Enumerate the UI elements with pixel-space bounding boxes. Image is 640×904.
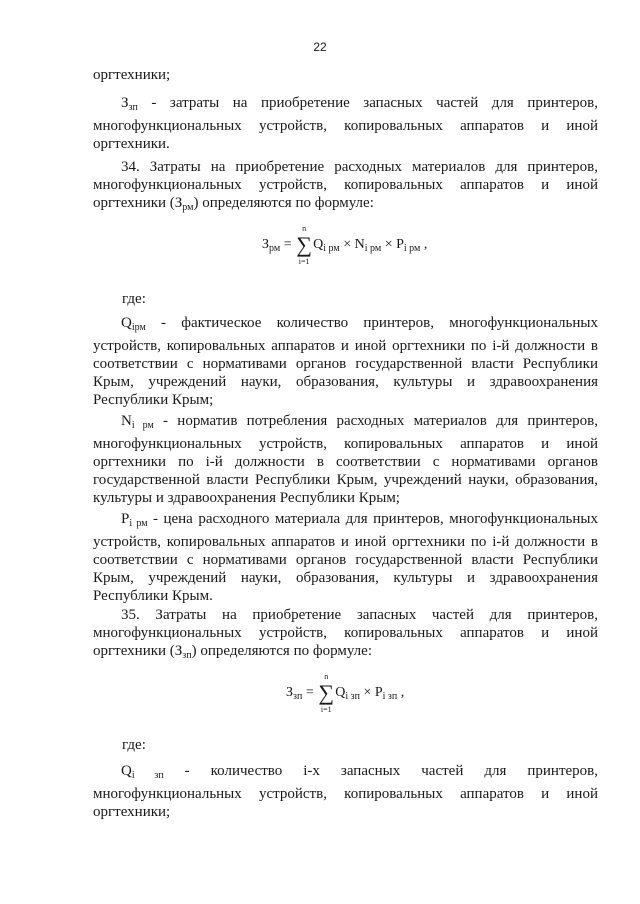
paragraph-35 [93, 606, 598, 665]
paragraph-nirm-definition [93, 412, 598, 507]
symbol: З [121, 95, 129, 111]
symbol-subscript: зп [128, 102, 138, 113]
symbol-subscript: i зп [131, 770, 164, 781]
symbol: Q [121, 763, 132, 779]
text-post: ) определяются по формуле: [193, 195, 374, 211]
formula-term: Q [335, 685, 346, 700]
paragraph-qirm-definition [93, 314, 598, 409]
symbol-subscript: зп [182, 650, 192, 661]
paragraph-qizp-definition [93, 762, 598, 821]
formula-times: × [339, 237, 355, 252]
formula-times: × [381, 237, 397, 252]
paragraph-text [93, 94, 598, 153]
formula-equals: = [302, 685, 318, 700]
formula-times: × [359, 685, 375, 700]
definition-text: - норматив потребления расходных материалов для принтеров, многофункциональных устройств, копировальных аппаратов и иной оргтехники по i-й должности в соответствии с нормативами органов государственной власти Республики Крым, учреждений науки, образования, культуры и здравоохранения Республики Крым; [93, 413, 598, 506]
paragraph-text [93, 510, 598, 605]
text-pre: 35. Затраты на приобретение запасных частей для принтеров, многофункциональных устройств, копировальных аппаратов и иной оргтехники (З [93, 607, 598, 659]
definition-text: - затраты на приобретение запасных частей для принтеров, многофункциональных устройств, копировальных аппаратов и иной оргтехники. [93, 95, 598, 152]
paragraph-zzp-definition [93, 94, 598, 153]
formula-term-subscript: i рм [403, 243, 421, 254]
symbol: P [121, 511, 130, 527]
summation-sign: ∑ n i=1 [295, 236, 313, 254]
paragraph-pirm-definition [93, 510, 598, 605]
definition-text: - фактическое количество принтеров, многофункциональных устройств, копировальных аппаратов и иной оргтехники по i-й должности в соответствии с нормативами органов государственной власти Республики Крым, учреждений науки, образования, культуры и здравоохранения Республики Крым; [93, 315, 598, 408]
text-pre: 34. Затраты на приобретение расходных материалов для принтеров, многофункциональных устройств, копировальных аппаратов и иной оргтехники (З [93, 159, 598, 211]
formula-end: , [397, 685, 405, 700]
sum-lower-limit: i=1 [298, 257, 310, 266]
symbol: Q [121, 315, 132, 331]
formula-term: N [354, 237, 365, 252]
formula-term: Q [313, 237, 324, 252]
formula-term-subscript: i рм [364, 243, 382, 254]
paragraph-34 [93, 158, 598, 217]
paragraph-text [93, 314, 598, 409]
formula-zrm [262, 224, 428, 266]
sum-upper-limit: n [324, 672, 329, 681]
paragraph-text [93, 158, 598, 217]
formula-lhs: З [262, 237, 270, 252]
symbol: N [121, 413, 132, 429]
paragraph-continuation [93, 66, 598, 84]
where-label: где: [122, 737, 146, 753]
sum-upper-limit: n [302, 224, 307, 233]
formula-term-subscript: i зп [345, 691, 360, 702]
where-label: где: [122, 291, 146, 307]
formula-lhs-subscript: зп [293, 691, 303, 702]
formula-term: P [374, 685, 383, 700]
formula-end: , [420, 237, 428, 252]
paragraph-text: оргтехники; [93, 67, 171, 83]
paragraph-text [93, 412, 598, 507]
symbol-subscript: iрм [131, 322, 146, 333]
summation-sign: ∑ n i=1 [317, 684, 335, 702]
formula-equals: = [280, 237, 296, 252]
page-number: 22 [313, 40, 327, 54]
paragraph-text [93, 762, 598, 821]
symbol-subscript: i рм [129, 518, 148, 529]
definition-text: - количество i-х запасных частей для принтеров, многофункциональных устройств, копировальных аппаратов и иной оргтехники; [93, 763, 598, 820]
paragraph-text [93, 606, 598, 665]
formula-lhs: З [286, 685, 294, 700]
formula-zzp [286, 672, 405, 714]
definition-text: - цена расходного материала для принтеров, многофункциональных устройств, копировальных аппаратов и иной оргтехники по i-й должности в соответствии с нормативами органов государственной власти Республики Крым, учреждений науки, образования, культуры и здравоохранения Республики Крым. [93, 511, 598, 604]
symbol-subscript: i рм [131, 420, 154, 431]
sum-lower-limit: i=1 [320, 705, 332, 714]
text-post: ) определяются по формуле: [191, 643, 372, 659]
formula-term-subscript: i рм [323, 243, 340, 254]
formula-term: P [396, 237, 404, 252]
formula-lhs-subscript: рм [269, 243, 281, 254]
formula-term-subscript: i зп [382, 691, 398, 702]
symbol-subscript: рм [182, 202, 194, 213]
